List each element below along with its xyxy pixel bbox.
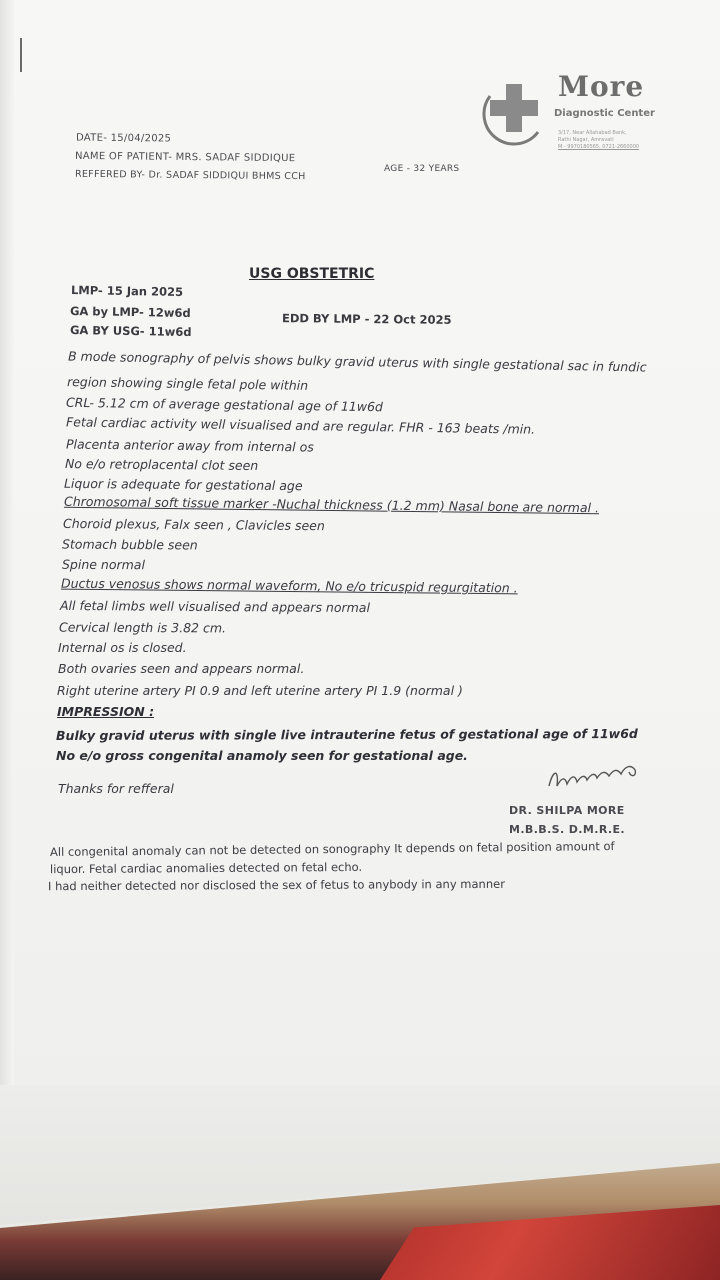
finding-line: B mode sonography of pelvis shows bulky gravid uterus with single gestational sac in fundic [67,348,647,375]
brand-name: More [558,70,645,103]
impression-line: No e/o gross congenital anamoly seen for gestational age. [56,748,468,763]
doctor-name: DR. SHILPA MORE [509,804,625,817]
limbs-finding: All fetal limbs well visualised and appears normal [59,597,371,616]
choroid-finding: Choroid plexus, Falx seen , Clavicles seen [62,515,325,534]
ga-by-lmp: GA by LMP- 12w6d [69,303,191,321]
pen-mark [20,38,22,72]
finding-line: region showing single fetal pole within [66,374,309,393]
impression-heading: IMPRESSION : [57,704,155,719]
ductus-finding: Ductus venosus shows normal waveform, No e/o tricuspid regurgitation . [60,575,518,596]
crl-finding: CRL- 5.12 cm of average gestational age of 11w6d [65,394,384,415]
ovaries-finding: Both ovaries seen and appears normal. [58,661,305,676]
address-line: M - 9970180565, 0721-2660000 [558,144,640,150]
patient-age: AGE - 32 YEARS [384,164,460,174]
medical-cross-icon [476,76,550,148]
marker-finding: Chromosomal soft tissue marker -Nuchal thickness (1.2 mm) Nasal bone are normal . [63,493,600,516]
lmp: LMP- 15 Jan 2025 [70,283,184,299]
edd-by-lmp: EDD BY LMP - 22 Oct 2025 [281,311,452,327]
clinic-logo [476,70,706,170]
handwritten-signature [545,756,645,796]
brand-address [558,130,698,151]
os-finding: Internal os is closed. [58,640,187,655]
liquor-finding: Liquor is adequate for gestational age [63,475,303,494]
thanks-note: Thanks for refferal [58,781,174,796]
disclaimer-line: I had neither detected nor disclosed the sex of fetus to anybody in any manner [47,876,505,894]
placenta-finding: Placenta anterior away from internal os [65,436,314,455]
patient-name: NAME OF PATIENT- MRS. SADAF SIDDIQUE [74,150,296,165]
brand-subtitle: Diagnostic Center [554,108,655,119]
address-line: 3/17, Near Allahabad Bank, [558,130,627,136]
uterine-finding: Right uterine artery PI 0.9 and left uterine artery PI 1.9 (normal ) [57,683,463,698]
report-title: USG OBSTETRIC [249,266,375,282]
impression-line: Bulky gravid uterus with single live intrauterine fetus of gestational age of 11w6d [55,725,638,744]
clot-finding: No e/o retroplacental clot seen [64,455,259,474]
report-date: DATE- 15/04/2025 [75,132,172,145]
disclaimer-line: liquor. Fetal cardiac anomalies detected on fetal echo. [49,859,363,877]
ga-by-usg: GA BY USG- 11w6d [69,322,192,340]
cervical-finding: Cervical length is 3.82 cm. [58,619,227,636]
stomach-finding: Stomach bubble seen [61,536,198,553]
address-line: Rathi Nagar, Amravati [558,137,614,143]
cardiac-finding: Fetal cardiac activity well visualised and are regular. FHR - 163 beats /min. [65,414,536,437]
disclaimer-line: All congenital anomaly can not be detected on sonography It depends on fetal position amount of [49,839,615,859]
spine-finding: Spine normal [61,556,145,573]
doctor-degree: M.B.B.S. D.M.R.E. [509,823,625,836]
paper-edge-shadow [0,0,14,1090]
referred-by: REFFERED BY- Dr. SADAF SIDDIQUI BHMS CCH [74,168,306,183]
